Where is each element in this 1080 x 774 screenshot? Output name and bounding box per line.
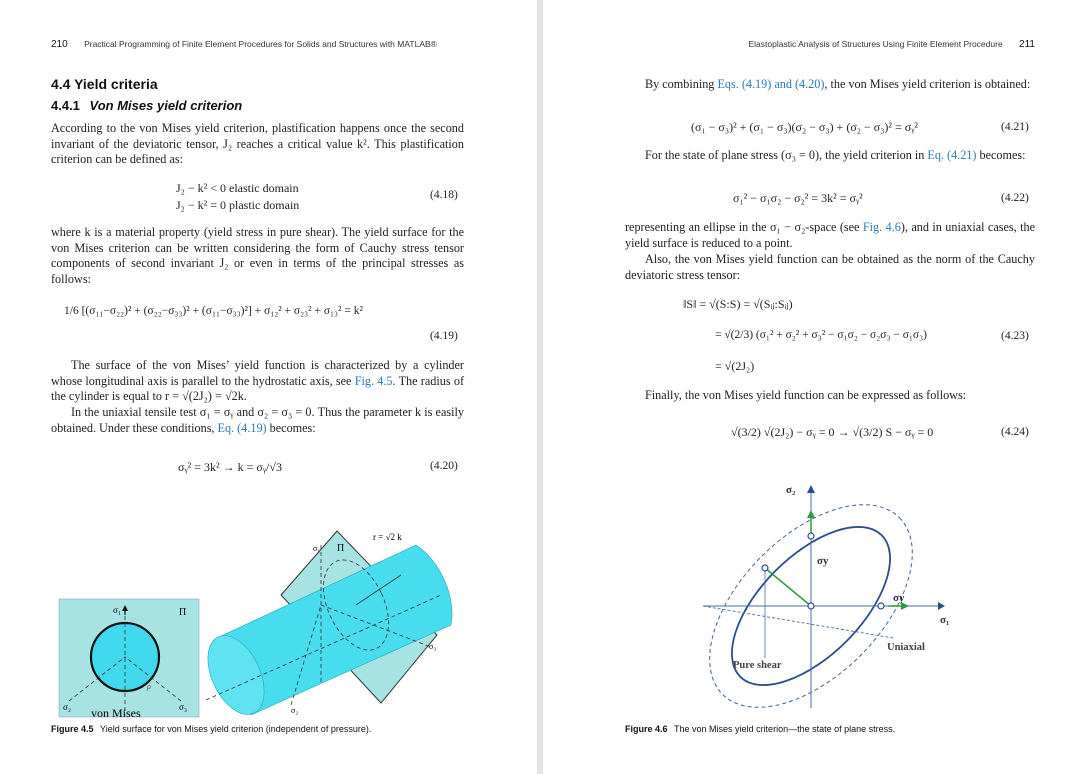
eq-4-20-number: (4.20) xyxy=(430,460,458,472)
cyl-sigma1-label: σ₁ xyxy=(313,544,321,553)
eq-4-18-number: (4.18) xyxy=(430,189,458,201)
left-paragraph-4-text-a: In the uniaxial tensile test σ₁ = σᵧ and σ₂ = σ₃ = 0. Thus the parameter k is easily obtained. Under these conditions, xyxy=(51,405,464,435)
sigma2-axis-label: σ₂ xyxy=(786,484,796,496)
left-paragraph-3-text-b: . The radius of the cylinder is equal to r = √(2J₂) = √2k. xyxy=(51,373,465,404)
right-running-head: Elastoplastic Analysis of Structures Using Finite Element Procedure xyxy=(748,39,1003,49)
eq-4-23-line-2: = √(2/3) (σ₁² + σ₂² + σ₃² − σ₁σ₂ − σ₂σ₃ − σ₁σ₃) xyxy=(715,329,927,341)
pure-shear-label: Pure shear xyxy=(733,660,782,671)
figure-4-5-caption-label: Figure 4.5 xyxy=(51,724,94,734)
left-running-header xyxy=(51,39,437,50)
right-paragraph-1-text-a: By combining xyxy=(645,77,718,91)
right-paragraph-1 xyxy=(625,77,1035,93)
eq-4-19: 1/6 [(σ₁₁−σ₂₂)² + (σ₂₂−σ₃₃)² + (σ₁₁−σ₃₃)²] + σ₁₂² + σ₂₃² + σ₁₃² = k² xyxy=(64,305,363,317)
eq-4-18-line-1: J₂ − k² < 0 elastic domain xyxy=(176,181,299,195)
fig-4-6-link[interactable]: Fig. 4.6 xyxy=(862,220,901,234)
eq-4-21: (σ₁ − σ₃)² + (σ₁ − σ₃)(σ₂ − σ₃) + (σ₂ − σ₃)² = σᵧ² xyxy=(691,120,919,134)
figure-4-6-caption-label: Figure 4.6 xyxy=(625,724,668,734)
left-running-head: Practical Programming of Finite Element Procedures for Solids and Structures with MATLAB® xyxy=(84,39,437,49)
cyl-pi-label: Π xyxy=(337,543,345,554)
sigma-y-right-label: σy xyxy=(893,592,905,604)
figure-4-6-caption xyxy=(625,724,895,734)
left-pi-label: Π xyxy=(179,607,187,618)
left-sigma1-label: σ₁ xyxy=(113,605,121,615)
eq-4-18-line-2: J₂ − k² = 0 plastic domain xyxy=(176,198,300,212)
eq-4-23-number: (4.23) xyxy=(1001,330,1029,342)
left-page-number: 210 xyxy=(51,39,68,50)
rho-label: ρ xyxy=(147,682,151,691)
right-paragraph-3 xyxy=(625,220,1035,251)
left-paragraph-3-text-a: The surface of the von Mises’ yield function is characterized by a cylinder whose longitudinal axis is parallel to the hydrostatic axis, see xyxy=(51,358,464,388)
sigma-y-top-label: σy xyxy=(817,555,829,567)
figure-4-5-caption xyxy=(51,724,371,734)
eq-4-20: σᵧ² = 3k² → k = σᵧ/√3 xyxy=(178,460,282,474)
right-running-header xyxy=(749,39,1036,50)
right-page xyxy=(543,0,1080,774)
figure-4-6 xyxy=(693,478,973,718)
eq-4-19-number: (4.19) xyxy=(430,330,458,342)
right-paragraph-4: Also, the von Mises yield function can be obtained as the norm of the Cauchy deviatoric stress tensor: xyxy=(625,252,1035,282)
subsection-heading xyxy=(51,98,242,113)
right-paragraph-3-text-b: ), and in uniaxial cases, the yield surface is reduced to a point. xyxy=(625,220,1035,250)
left-sigma3-label: σ₃ xyxy=(179,702,187,712)
eq-4-23-line-3: = √(2J₂) xyxy=(715,359,755,373)
right-paragraph-1-text-b: , the von Mises yield criterion is obtained: xyxy=(824,77,1031,91)
outer-dashed-ellipse xyxy=(693,478,949,718)
eq-4-22: σ₁² − σ₁σ₂ − σ₂² = 3k² = σᵧ² xyxy=(733,191,863,205)
subsection-title: Von Mises yield criterion xyxy=(89,98,243,113)
left-paragraph-4 xyxy=(51,405,464,436)
eqs-4-19-4-20-link[interactable]: Eqs. (4.19) and (4.20) xyxy=(717,77,825,91)
section-heading: 4.4 Yield criteria xyxy=(51,76,158,92)
right-paragraph-2-text-a: For the state of plane stress (σ₃ = 0), the yield criterion in xyxy=(645,148,928,162)
figure-4-5-caption-text: Yield surface for von Mises yield criterion (independent of pressure). xyxy=(100,724,372,734)
right-paragraph-2-text-b: becomes: xyxy=(976,148,1026,162)
right-page-number: 211 xyxy=(1019,39,1035,50)
right-paragraph-2 xyxy=(625,148,1035,164)
pure-shear-line xyxy=(765,568,811,606)
figure-4-6-caption-text: The von Mises yield criterion—the state of plane stress. xyxy=(674,724,896,734)
eq-4-21-number: (4.21) xyxy=(1001,121,1029,133)
subsection-number: 4.4.1 xyxy=(51,98,80,113)
figure-4-5 xyxy=(51,525,471,721)
left-paragraph-2: where k is a material property (yield stress in pure shear). The yield surface for the von Mises criterion can be written considering the form of Cauchy stress tensor components of second invariant J₂ or even in terms of the principal stresses as follows: xyxy=(51,225,464,286)
eq-4-22-number: (4.22) xyxy=(1001,192,1029,204)
eq-4-24-number: (4.24) xyxy=(1001,426,1029,438)
right-paragraph-3-text-a: representing an ellipse in the σ₁ − σ₂-space (see xyxy=(625,220,863,234)
left-page xyxy=(0,0,537,774)
left-paragraph-3 xyxy=(51,358,464,405)
left-paragraph-1: According to the von Mises yield criterion, plastification happens once the second invariant of the deviatoric tensor, J₂ reaches a critical value k². This plastification criterion can be defined as: xyxy=(51,121,464,167)
right-paragraph-5: Finally, the von Mises yield function can be expressed as follows: xyxy=(645,388,967,402)
uniaxial-label: Uniaxial xyxy=(887,642,925,653)
sigma1-axis-label: σ₁ xyxy=(940,614,950,626)
radius-label: r = √2 k xyxy=(373,532,402,542)
eq-4-19-link[interactable]: Eq. (4.19) xyxy=(217,420,267,435)
eq-4-23-line-1: ‖S‖ = √(S:S) = √(Sᵢⱼ:Sᵢⱼ) xyxy=(683,297,793,311)
left-paragraph-4-text-b: becomes: xyxy=(266,420,316,435)
cyl-sigma2-label: σ₂ xyxy=(291,706,299,715)
von-mises-label: von Mises xyxy=(91,706,141,720)
eq-4-24: √(3/2) √(2J₂) − σᵧ = 0 → √(3/2) S − σᵧ = 0 xyxy=(731,425,934,439)
eq-4-21-link[interactable]: Eq. (4.21) xyxy=(927,148,977,162)
cyl-sigma3-label: σ₃ xyxy=(429,642,437,651)
fig-4-5-link[interactable]: Fig. 4.5 xyxy=(354,373,393,388)
left-sigma2-label: σ₂ xyxy=(63,702,71,712)
